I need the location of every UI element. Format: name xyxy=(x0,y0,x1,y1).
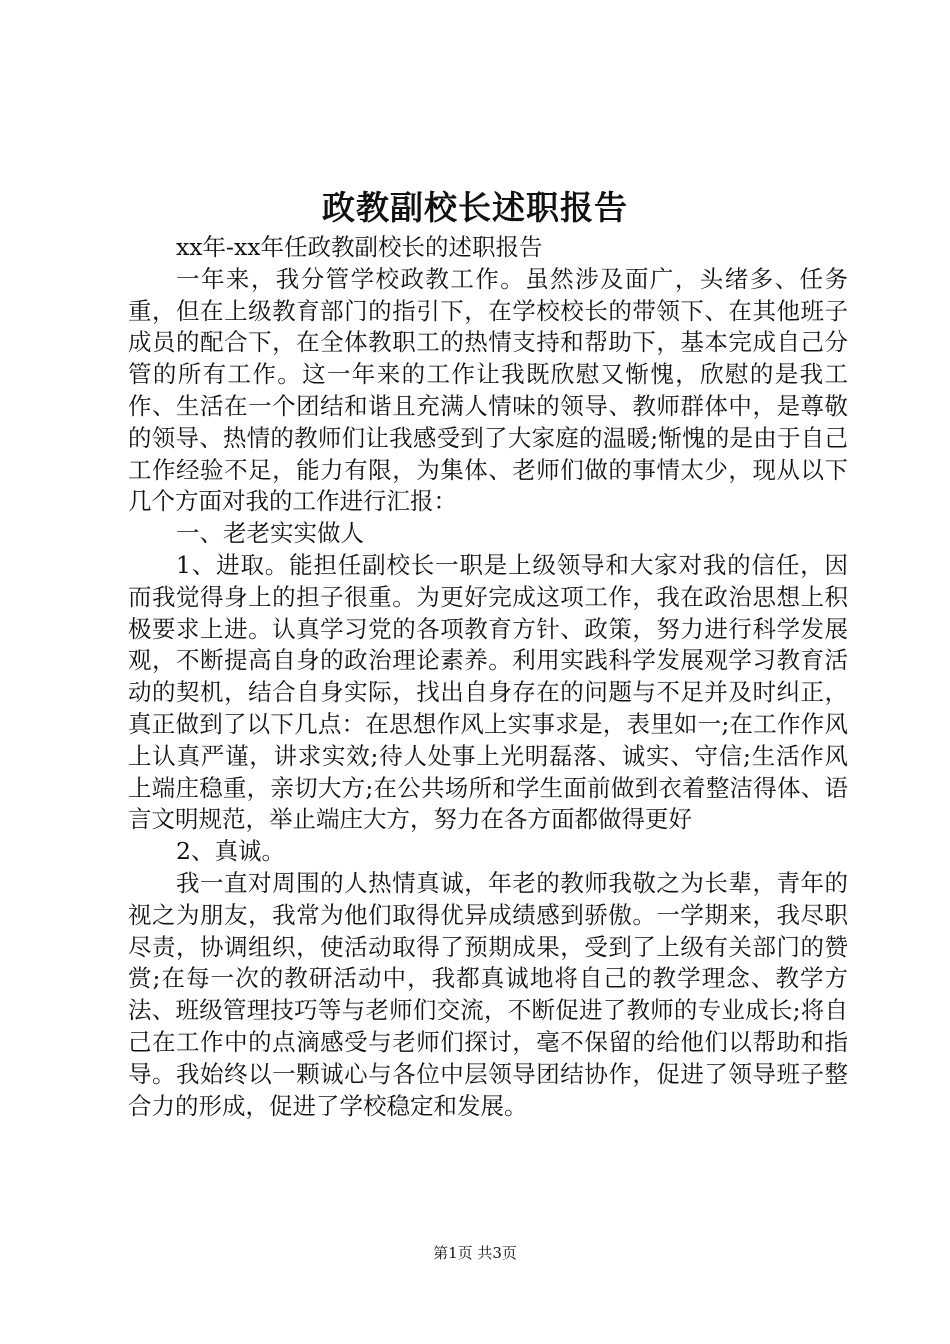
intro-paragraph: 一年来，我分管学校政教工作。虽然涉及面广，头绪多、任务重，但在上级教育部门的指引下，在学校校长的带领下、在其他班子成员的配合下，在全体教职工的热情支持和帮助下，基本完成自己分管的所有工作。这一年来的工作让我既欣慰又惭愧，欣慰的是我工作、生活在一个团结和谐且充满人情味的领导、教师群体中，是尊敬的领导、热情的教师们让我感受到了大家庭的温暖;惭愧的是由于自己工作经验不足，能力有限，为集体、老师们做的事情太少，现从以下几个方面对我的工作进行汇报： xyxy=(128,264,848,516)
section-heading-1: 一、老老实实做人 xyxy=(176,519,364,548)
document-title: 政教副校长述职报告 xyxy=(322,188,628,227)
point-2-heading: 2、真诚。 xyxy=(176,837,285,866)
report-subtitle-paragraph: xx年-xx年任政教副校长的述职报告 xyxy=(176,233,543,261)
document-body xyxy=(128,232,848,1122)
point-1-paragraph: 1、进取。能担任副校长一职是上级领导和大家对我的信任，因而我觉得身上的担子很重。为更好完成这项工作，我在政治思想上积极要求上进。认真学习党的各项教育方针、政策，努力进行科学发展观，不断提高自身的政治理论素养。利用实践科学发展观学习教育活动的契机，结合自身实际，找出自身存在的问题与不足并及时纠正，真正做到了以下几点：在思想作风上实事求是，表里如一;在工作作风上认真严谨，讲求实效;待人处事上光明磊落、诚实、守信;生活作风上端庄稳重，亲切大方;在公共场所和学生面前做到衣着整洁得体、语言文明规范，举止端庄大方，努力在各方面都做得更好 xyxy=(128,550,848,834)
point-2-paragraph: 我一直对周围的人热情真诚，年老的教师我敬之为长辈，青年的视之为朋友，我常为他们取得优异成绩感到骄傲。一学期来，我尽职尽责，协调组织，使活动取得了预期成果，受到了上级有关部门的赞赏;在每一次的教研活动中，我都真诚地将自己的教学理念、教学方法、班级管理技巧等与老师们交流，不断促进了教师的专业成长;将自己在工作中的点滴感受与老师们探讨，毫不保留的给他们以帮助和指导。我始终以一颗诚心与各位中层领导团结协作，促进了领导班子整合力的形成，促进了学校稳定和发展。 xyxy=(128,868,848,1120)
page-number-footer: 第1页 共3页 xyxy=(433,1244,517,1262)
